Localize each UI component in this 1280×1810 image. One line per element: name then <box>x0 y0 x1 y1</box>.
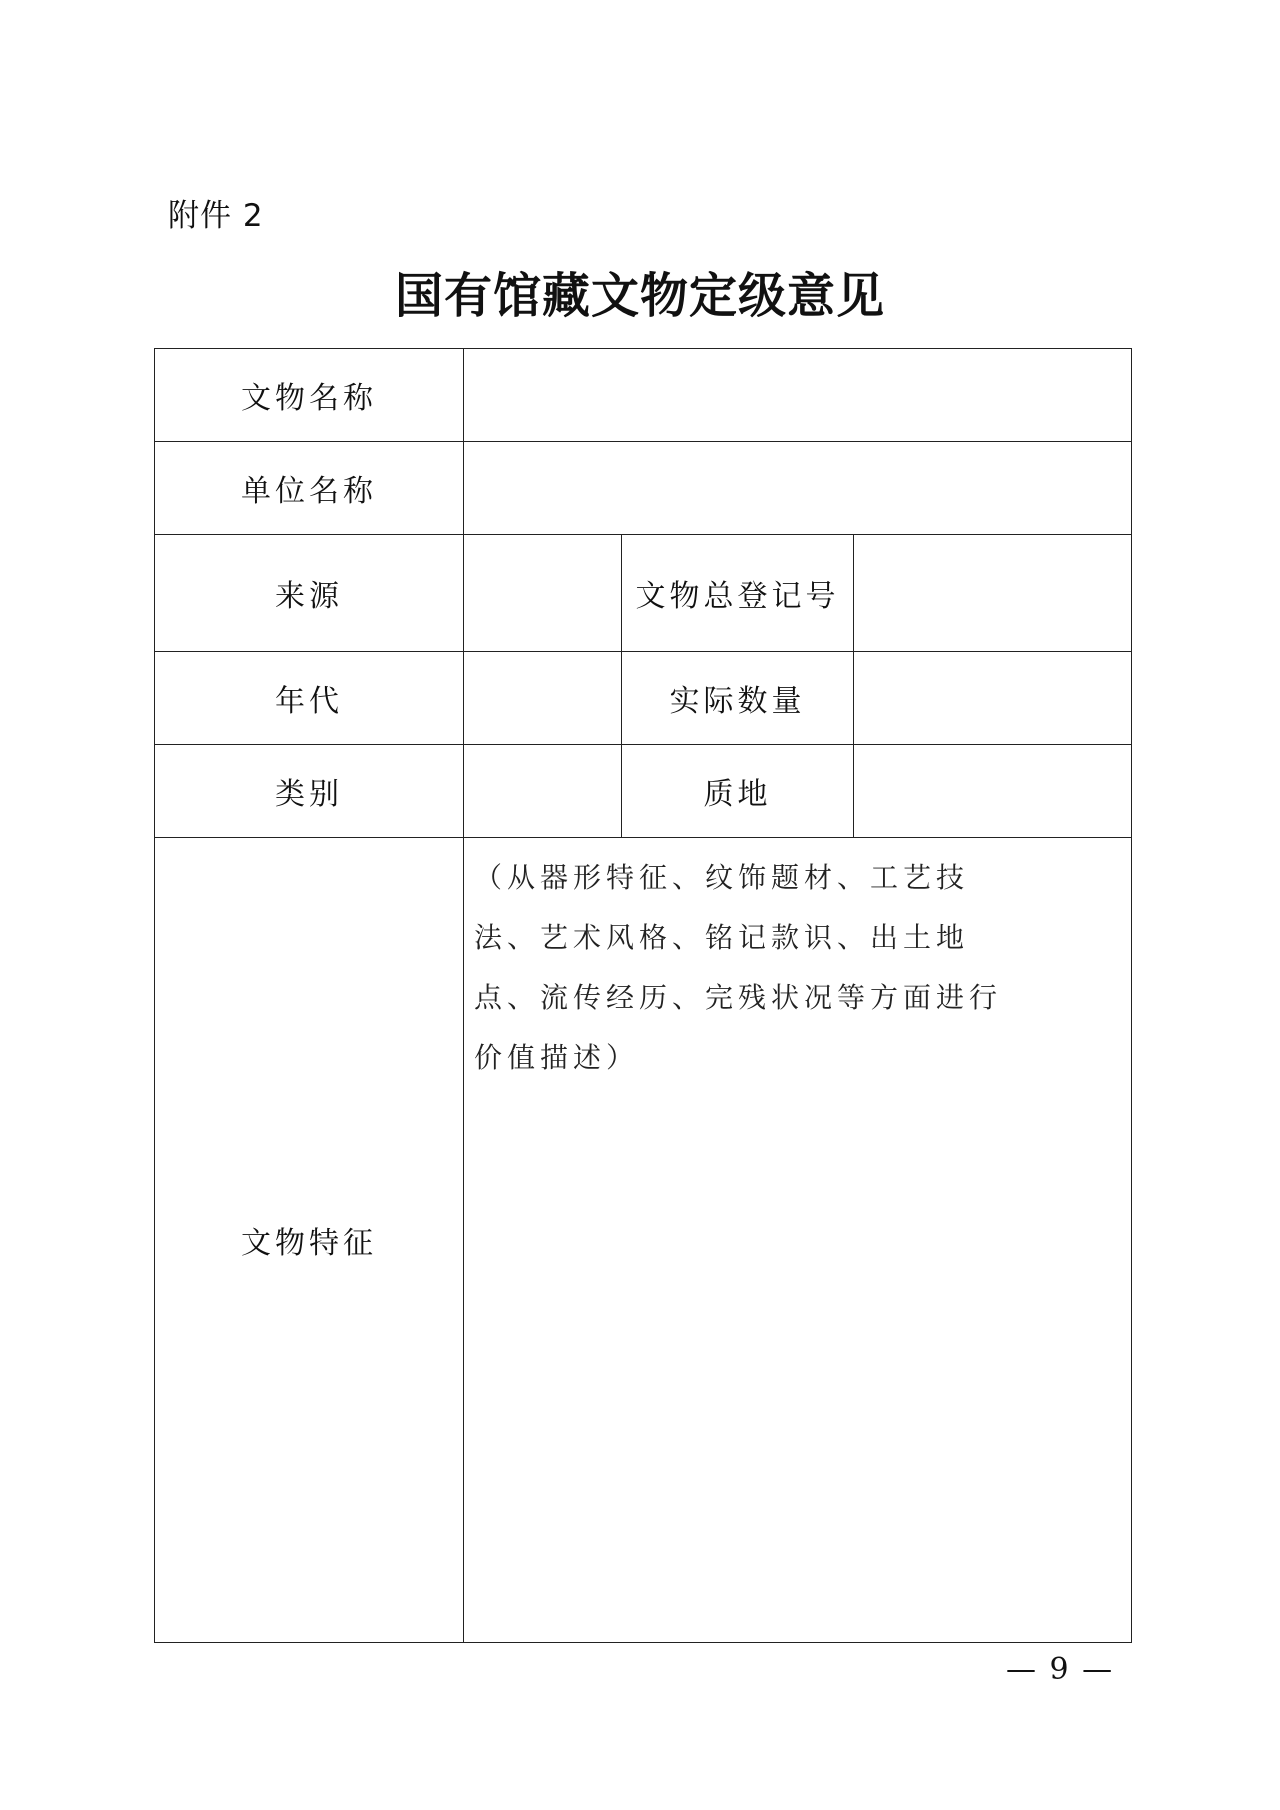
era-label: 年代 <box>155 652 464 745</box>
unit-name-label: 单位名称 <box>155 442 464 535</box>
unit-name-field[interactable] <box>464 442 1132 535</box>
era-field[interactable] <box>464 652 622 745</box>
form-row-unit-name <box>155 442 1132 535</box>
relic-name-label: 文物名称 <box>155 349 464 442</box>
features-hint: （从器形特征、纹饰题材、工艺技法、艺术风格、铭记款识、出土地点、流传经历、完残状况等方面进行价值描述） <box>474 861 1003 1074</box>
registration-number-field[interactable] <box>854 535 1132 652</box>
relic-grading-form <box>154 348 1132 1643</box>
category-label: 类别 <box>155 745 464 838</box>
form-row-source <box>155 535 1132 652</box>
material-field[interactable] <box>854 745 1132 838</box>
document-title: 国有馆藏文物定级意见 <box>394 268 885 324</box>
form-row-relic-name <box>155 349 1132 442</box>
source-label: 来源 <box>155 535 464 652</box>
form-row-category <box>155 745 1132 838</box>
features-field[interactable] <box>464 838 1132 1643</box>
relic-name-field[interactable] <box>464 349 1132 442</box>
quantity-label: 实际数量 <box>622 652 854 745</box>
features-label: 文物特征 <box>155 838 464 1643</box>
category-field[interactable] <box>464 745 622 838</box>
source-field[interactable] <box>464 535 622 652</box>
form-row-features <box>155 838 1132 1643</box>
form-row-era <box>155 652 1132 745</box>
registration-number-label: 文物总登记号 <box>622 535 854 652</box>
material-label: 质地 <box>622 745 854 838</box>
attachment-label: 附件 2 <box>168 198 264 234</box>
page-number: — 9 — <box>1006 1652 1115 1687</box>
quantity-field[interactable] <box>854 652 1132 745</box>
